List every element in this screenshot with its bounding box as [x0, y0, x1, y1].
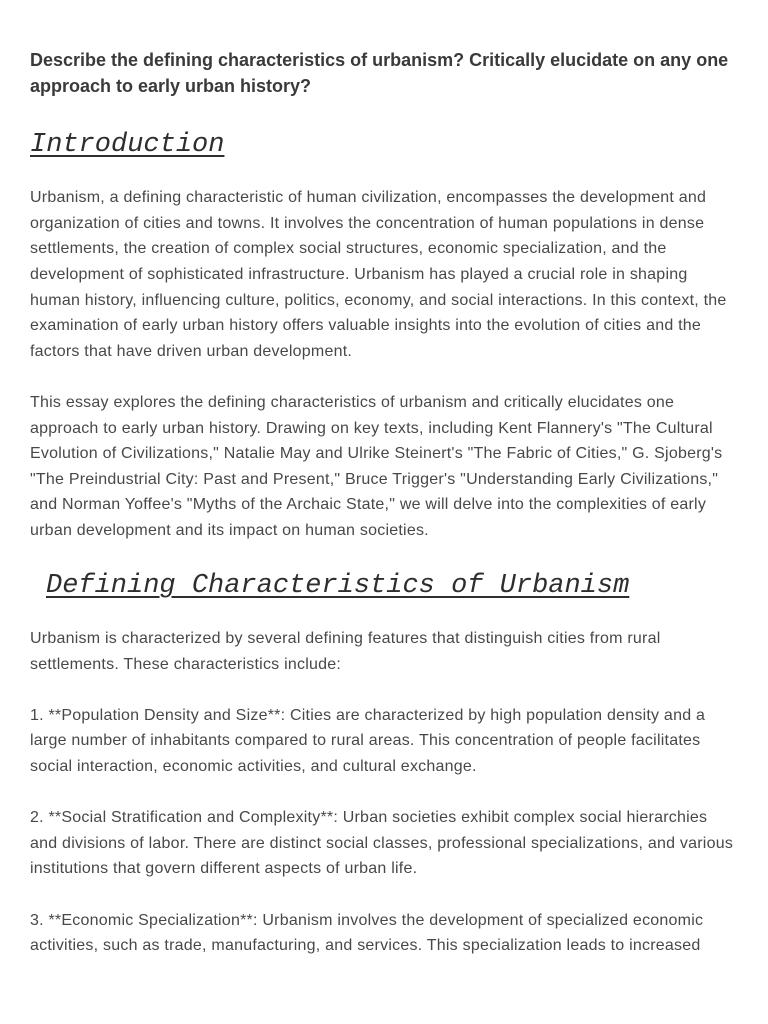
list-item-line: institutions that govern different aspects of urban life. [30, 860, 418, 878]
section-heading-defining-characteristics: Defining Characteristics of Urbanism [46, 570, 630, 601]
question-heading [30, 48, 768, 99]
paragraph-line: and Norman Yoffee's "Myths of the Archaic State," we will delve into the complexities of early [30, 496, 707, 514]
paragraph-line: development of sophisticated infrastructure. Urbanism has played a crucial role in shaping [30, 265, 688, 283]
paragraph [30, 626, 768, 677]
paragraph-line: urban development and its impact on human societies. [30, 521, 429, 539]
list-item-line: 3. **Economic Specialization**: Urbanism involves the development of specialized economic [30, 911, 704, 929]
list-item-line: social interaction, economic activities, and cultural exchange. [30, 758, 477, 776]
section-heading-introduction: Introduction [30, 130, 225, 160]
question-line: approach to early urban history? [30, 75, 312, 96]
paragraph-line: "The Preindustrial City: Past and Present," Bruce Trigger's "Understanding Early Civilizations," [30, 470, 719, 488]
paragraph-line: Urbanism is characterized by several defining features that distinguish cities from rural [30, 630, 661, 648]
list-item-line: 2. **Social Stratification and Complexity**: Urban societies exhibit complex social hierarchies [30, 809, 708, 827]
paragraph-line: settlements, the creation of complex social structures, economic specialization, and the [30, 240, 667, 258]
paragraph-line: factors that have driven urban development. [30, 342, 353, 360]
paragraph-line: Evolution of Civilizations," Natalie May and Ulrike Steinert's "The Fabric of Cities," G. Sjoberg's [30, 445, 723, 463]
list-item [30, 805, 768, 882]
list-item-line: activities, such as trade, manufacturing, and services. This specialization leads to increased [30, 937, 701, 955]
paragraph-line: organization of cities and towns. It involves the concentration of human populations in dense [30, 214, 705, 232]
list-item-line: large number of inhabitants compared to rural areas. This concentration of people facilitates [30, 732, 701, 750]
list-item-line: and divisions of labor. There are distinct social classes, professional specializations, and various [30, 834, 734, 852]
paragraph [30, 185, 768, 364]
paragraph-line: This essay explores the defining characteristics of urbanism and critically elucidates one [30, 393, 675, 411]
paragraph-line: approach to early urban history. Drawing on key texts, including Kent Flannery's "The Cultural [30, 419, 713, 437]
list-item [30, 703, 768, 780]
paragraph-line: human history, influencing culture, politics, economy, and social interactions. In this context, the [30, 291, 727, 309]
question-line: Describe the defining characteristics of urbanism? Critically elucidate on any one [30, 50, 729, 70]
paragraph-line: settlements. These characteristics include: [30, 655, 342, 673]
list-item [30, 908, 768, 959]
list-item-line: 1. **Population Density and Size**: Cities are characterized by high population density and a [30, 706, 706, 724]
paragraph-line: examination of early urban history offers valuable insights into the evolution of cities and the [30, 317, 702, 335]
paragraph-line: Urbanism, a defining characteristic of human civilization, encompasses the development and [30, 189, 707, 207]
paragraph [30, 390, 768, 544]
